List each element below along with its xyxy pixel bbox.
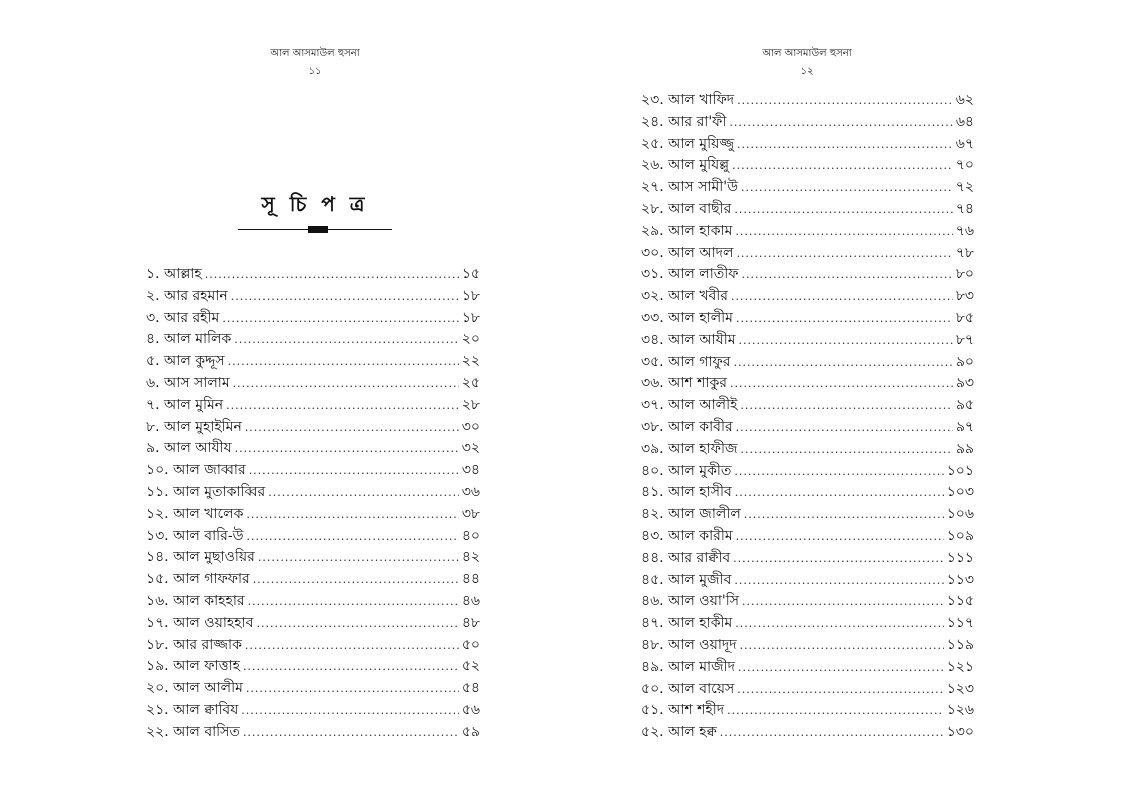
toc-entry-name: ৪. আল মালিক bbox=[146, 331, 232, 348]
toc-entry-page: ৭৪ bbox=[955, 200, 974, 217]
toc-entry-name: ৬. আস সালাম bbox=[146, 374, 230, 391]
dot-leader bbox=[738, 661, 944, 674]
toc-entry-name: ২৩. আল খাফিদ bbox=[641, 92, 735, 108]
toc-entry-page: ৯৫ bbox=[955, 397, 974, 414]
toc-entry-name: ৪২. আল জালীল bbox=[641, 506, 741, 523]
toc-entry-name: ৪০. আল মুকীত bbox=[641, 462, 732, 479]
toc-entry bbox=[146, 633, 480, 655]
toc-entry-name: ৮. আল মুহাইমিন bbox=[146, 418, 242, 435]
dot-leader bbox=[729, 116, 952, 129]
dot-leader bbox=[233, 377, 459, 390]
toc-entry-name: ১৫. আল গাফফার bbox=[146, 571, 250, 588]
toc-entry bbox=[641, 524, 974, 546]
toc-entry-name: ৪৪. আর রাক্বীব bbox=[641, 549, 731, 566]
toc-entry-page: ১১১ bbox=[946, 549, 974, 566]
toc-entry bbox=[146, 415, 480, 437]
dot-leader bbox=[226, 399, 459, 412]
dot-leader bbox=[732, 159, 953, 172]
toc-entry-page: ২৫ bbox=[461, 374, 480, 391]
dot-leader bbox=[736, 421, 953, 434]
toc-entry-page: ১৫ bbox=[461, 266, 480, 282]
toc-entry-name: ৪৮. আল ওয়াদূদ bbox=[641, 636, 737, 653]
dot-leader bbox=[734, 574, 943, 587]
toc-entry-name: ১৯. আল ফাত্তাহ bbox=[146, 658, 241, 675]
dot-leader bbox=[735, 617, 943, 630]
toc-entry-name: ৩০. আল আদল bbox=[641, 244, 734, 261]
toc-entry-page: ৭২ bbox=[955, 179, 974, 196]
toc-entry-page: ৩০ bbox=[461, 418, 480, 435]
toc-entry bbox=[641, 611, 974, 633]
toc-entry-name: ৩৬. আশ শাকুর bbox=[641, 375, 728, 392]
dot-leader bbox=[736, 247, 952, 260]
toc-entry-page: ৫০ bbox=[461, 636, 480, 653]
toc-entry bbox=[641, 655, 974, 677]
toc-entry-page: ১২১ bbox=[946, 658, 974, 675]
dot-leader bbox=[740, 639, 944, 652]
toc-entry-name: ২৫. আল মুয়িজ্জু bbox=[641, 135, 735, 152]
dot-leader bbox=[741, 181, 953, 194]
toc-entry-page: ৯৩ bbox=[955, 375, 974, 392]
toc-entry-name: ৩২. আল খবীর bbox=[641, 288, 729, 305]
toc-entry-name: ৩৭. আল আলীই bbox=[641, 397, 738, 414]
toc-heading: সূ চি প ত্র bbox=[261, 192, 369, 216]
toc-entry-name: ৩৮. আল কাবীর bbox=[641, 418, 733, 435]
toc-entry-name: ২৮. আল বাছীর bbox=[641, 200, 732, 217]
dot-leader bbox=[222, 312, 459, 325]
toc-entry-page: ১১৩ bbox=[946, 571, 974, 588]
dot-leader bbox=[730, 377, 953, 390]
toc-entry bbox=[641, 219, 974, 241]
dot-leader bbox=[742, 595, 944, 608]
dot-leader bbox=[720, 726, 944, 739]
toc-entry-page: ৮৩ bbox=[955, 288, 974, 305]
dot-leader bbox=[734, 203, 952, 216]
toc-entry bbox=[146, 327, 480, 349]
toc-entry-name: ২২. আল বাসিত bbox=[146, 723, 240, 740]
toc-entry-page: ৯৭ bbox=[955, 418, 974, 435]
toc-entry-name: ১৩. আল বারি-উ bbox=[146, 527, 244, 544]
toc-entry-name: ১১. আল মুতাকাব্বির bbox=[146, 483, 266, 500]
toc-entry bbox=[146, 502, 480, 524]
toc-entry-name: ২৬. আল মুযিল্লু bbox=[641, 157, 730, 174]
toc-entry-page: ১১৫ bbox=[946, 593, 974, 610]
toc-entry bbox=[146, 349, 480, 371]
toc-entry bbox=[146, 654, 480, 676]
dot-leader bbox=[228, 355, 459, 368]
dot-leader bbox=[245, 639, 459, 652]
toc-entry-name: ৭. আল মুমিন bbox=[146, 396, 224, 413]
dot-leader bbox=[737, 94, 953, 107]
toc-entry bbox=[641, 502, 974, 524]
toc-entry-name: ১৮. আর রাজ্জাক bbox=[146, 636, 242, 653]
toc-entry-page: ৩২ bbox=[461, 440, 480, 457]
toc-entry-page: ৫৯ bbox=[461, 723, 480, 740]
toc-entry-page: ১৮ bbox=[461, 287, 480, 304]
toc-entry-page: ৯০ bbox=[955, 353, 974, 370]
toc-entry bbox=[641, 132, 974, 154]
toc-entry-name: ৫. আল কুদ্দূস bbox=[146, 353, 225, 370]
toc-entry-page: ১১৯ bbox=[946, 636, 974, 653]
toc-entry-page: ১২৩ bbox=[946, 680, 974, 697]
toc-entry bbox=[146, 371, 480, 393]
toc-entry-page: ৪৬ bbox=[461, 592, 480, 609]
dot-leader bbox=[731, 290, 953, 303]
toc-entry-page: ৮৫ bbox=[955, 309, 974, 326]
dot-leader bbox=[249, 464, 459, 477]
toc-entry-page: ৪৪ bbox=[461, 571, 480, 588]
dot-leader bbox=[246, 508, 458, 521]
divider-ornament bbox=[308, 226, 328, 233]
dot-leader bbox=[733, 356, 952, 369]
toc-entry bbox=[146, 589, 480, 611]
toc-entry-name: ১০. আল জাব্বার bbox=[146, 462, 246, 479]
toc-entry bbox=[641, 459, 974, 481]
toc-entry-page: ৪৮ bbox=[461, 614, 480, 631]
toc-entry-page: ৫২ bbox=[461, 658, 480, 675]
toc-entry-page: ৬৪ bbox=[955, 113, 974, 130]
toc-entry bbox=[641, 546, 974, 568]
toc-entry bbox=[146, 393, 480, 415]
dot-leader bbox=[742, 268, 953, 281]
toc-entry-page: ৮০ bbox=[955, 266, 974, 283]
toc-list bbox=[146, 262, 480, 742]
toc-entry bbox=[641, 480, 974, 502]
dot-leader bbox=[736, 312, 953, 325]
toc-entry-page: ৫৪ bbox=[461, 680, 480, 697]
dot-leader bbox=[735, 225, 952, 238]
toc-entry-page: ৬৭ bbox=[955, 135, 974, 152]
dot-leader bbox=[245, 421, 459, 434]
toc-entry-name: ২০. আল আলীম bbox=[146, 680, 243, 697]
page-number: ১১ bbox=[308, 66, 322, 77]
dot-leader bbox=[740, 443, 952, 456]
dot-leader bbox=[205, 268, 459, 281]
toc-entry bbox=[641, 677, 974, 699]
toc-entry-page: ২৮ bbox=[461, 396, 480, 413]
toc-entry-page: ৫৬ bbox=[461, 701, 480, 718]
dot-leader bbox=[733, 552, 944, 565]
toc-entry-page: ২০ bbox=[461, 331, 480, 348]
toc-entry-name: ৪৭. আল হাকীম bbox=[641, 615, 733, 632]
toc-entry bbox=[641, 415, 974, 437]
toc-entry-page: ৮৭ bbox=[955, 331, 974, 348]
toc-entry-name: ১. আল্লাহ bbox=[146, 266, 202, 282]
dot-leader bbox=[234, 333, 459, 346]
toc-entry-name: ৩৪. আল আযীম bbox=[641, 331, 736, 348]
toc-entry-name: ৩৩. আল হালীম bbox=[641, 309, 733, 326]
toc-entry-name: ৪১. আল হাসীব bbox=[641, 484, 732, 501]
toc-entry-page: ৭৮ bbox=[955, 244, 974, 261]
toc-entry bbox=[146, 567, 480, 589]
toc-entry bbox=[641, 350, 974, 372]
toc-entry-page: ৭৬ bbox=[955, 222, 974, 239]
toc-entry-page: ১২৬ bbox=[946, 702, 974, 719]
toc-entry bbox=[146, 720, 480, 742]
toc-entry bbox=[146, 436, 480, 458]
dot-leader bbox=[231, 290, 459, 303]
dot-leader bbox=[248, 595, 459, 608]
toc-entry bbox=[146, 676, 480, 698]
dot-leader bbox=[736, 530, 944, 543]
toc-entry bbox=[641, 371, 974, 393]
toc-entry bbox=[641, 633, 974, 655]
toc-entry-name: ৪৯. আল মাজীদ bbox=[641, 658, 736, 675]
dot-leader bbox=[727, 704, 944, 717]
dot-leader bbox=[243, 660, 459, 673]
toc-entry bbox=[146, 524, 480, 546]
toc-entry-name: ৩৫. আল গাফুর bbox=[641, 353, 731, 370]
toc-entry-page: ১০৬ bbox=[946, 506, 974, 523]
dot-leader bbox=[256, 617, 458, 630]
running-header-title: আল আসমাউল হুসনা bbox=[270, 48, 360, 59]
toc-entry bbox=[146, 698, 480, 720]
dot-leader bbox=[235, 442, 459, 455]
dot-leader bbox=[247, 530, 459, 543]
toc-entry-name: ২৪. আর রা'ফী bbox=[641, 113, 727, 130]
toc-entry bbox=[146, 284, 480, 306]
toc-entry-page: ৭০ bbox=[955, 157, 974, 174]
toc-entry bbox=[146, 611, 480, 633]
toc-entry bbox=[641, 241, 974, 263]
toc-entry bbox=[641, 175, 974, 197]
toc-entry-name: ৩১. আল লাতীফ bbox=[641, 266, 739, 283]
toc-list bbox=[641, 88, 974, 742]
toc-entry bbox=[641, 306, 974, 328]
dot-leader bbox=[738, 334, 952, 347]
right-page bbox=[561, 0, 1122, 793]
toc-entry bbox=[641, 698, 974, 720]
toc-entry bbox=[641, 328, 974, 350]
toc-entry bbox=[146, 545, 480, 567]
page-number: ১২ bbox=[800, 66, 814, 77]
toc-entry-page: ৬২ bbox=[955, 92, 974, 108]
toc-entry-name: ৩৯. আল হাফীজ bbox=[641, 440, 738, 457]
toc-entry-page: ৩৮ bbox=[461, 505, 480, 522]
dot-leader bbox=[744, 508, 944, 521]
toc-entry-name: ১৪. আল মুছাওয়ির bbox=[146, 549, 255, 566]
toc-entry bbox=[641, 262, 974, 284]
toc-entry bbox=[641, 197, 974, 219]
toc-entry-name: ৪৫. আল মুজীব bbox=[641, 571, 732, 588]
dot-leader bbox=[740, 399, 952, 412]
toc-entry bbox=[146, 458, 480, 480]
toc-entry bbox=[641, 110, 974, 132]
dot-leader bbox=[241, 704, 459, 717]
toc-entry bbox=[146, 480, 480, 502]
toc-entry bbox=[641, 589, 974, 611]
toc-entry-page: ৯৯ bbox=[955, 440, 974, 457]
dot-leader bbox=[737, 683, 943, 696]
toc-entry-name: ২৭. আস সামী'উ bbox=[641, 179, 738, 196]
toc-entry-name: ২. আর রহমান bbox=[146, 287, 228, 304]
toc-entry-page: ৩৬ bbox=[461, 483, 480, 500]
toc-entry bbox=[641, 88, 974, 110]
toc-entry-page: ১০৯ bbox=[946, 527, 974, 544]
toc-entry-name: ১৬. আল কাহহার bbox=[146, 592, 245, 609]
toc-entry-page: ১৮ bbox=[461, 309, 480, 326]
toc-entry-name: ১৭. আল ওয়াহহাব bbox=[146, 614, 254, 631]
toc-entry-name: ১২. আল খালেক bbox=[146, 505, 244, 522]
dot-leader bbox=[734, 465, 943, 478]
running-header-title: আল আসমাউল হুসনা bbox=[762, 48, 852, 59]
toc-entry-name: ৫০. আল বায়েস bbox=[641, 680, 735, 697]
toc-entry-name: ২১. আল ক্বাবিয bbox=[146, 701, 239, 718]
dot-leader bbox=[246, 682, 459, 695]
dot-leader bbox=[735, 486, 944, 499]
toc-entry-page: ৩৪ bbox=[461, 462, 480, 479]
toc-entry bbox=[641, 437, 974, 459]
toc-entry-page: ৪২ bbox=[461, 549, 480, 566]
toc-entry-name: ২৯. আল হাকাম bbox=[641, 222, 733, 239]
toc-entry bbox=[641, 393, 974, 415]
toc-entry-page: ২২ bbox=[461, 353, 480, 370]
dot-leader bbox=[253, 573, 459, 586]
toc-entry-name: ৪৩. আল কারীম bbox=[641, 527, 733, 544]
toc-entry bbox=[641, 153, 974, 175]
toc-entry-name: ৫১. আশ শহীদ bbox=[641, 702, 725, 719]
dot-leader bbox=[258, 551, 459, 564]
toc-entry bbox=[146, 262, 480, 284]
dot-leader bbox=[243, 726, 459, 739]
toc-entry-page: ১১৭ bbox=[946, 615, 974, 632]
toc-entry-name: ৪৬. আল ওয়া'সি bbox=[641, 593, 740, 610]
toc-entry bbox=[641, 720, 974, 742]
toc-entry bbox=[146, 306, 480, 328]
dot-leader bbox=[737, 138, 953, 151]
dot-leader bbox=[268, 486, 459, 499]
toc-entry-name: ৩. আর রহীম bbox=[146, 309, 220, 326]
toc-entry bbox=[641, 284, 974, 306]
toc-entry-name: ৫২. আল হক্ব bbox=[641, 724, 717, 741]
toc-entry-page: ১০৩ bbox=[946, 484, 974, 501]
toc-entry bbox=[641, 568, 974, 590]
toc-entry-page: ৪০ bbox=[461, 527, 480, 544]
toc-entry-page: ১০১ bbox=[946, 462, 974, 479]
toc-entry-name: ৯. আল আযীয bbox=[146, 440, 232, 457]
toc-entry-page: ১৩০ bbox=[946, 724, 974, 741]
